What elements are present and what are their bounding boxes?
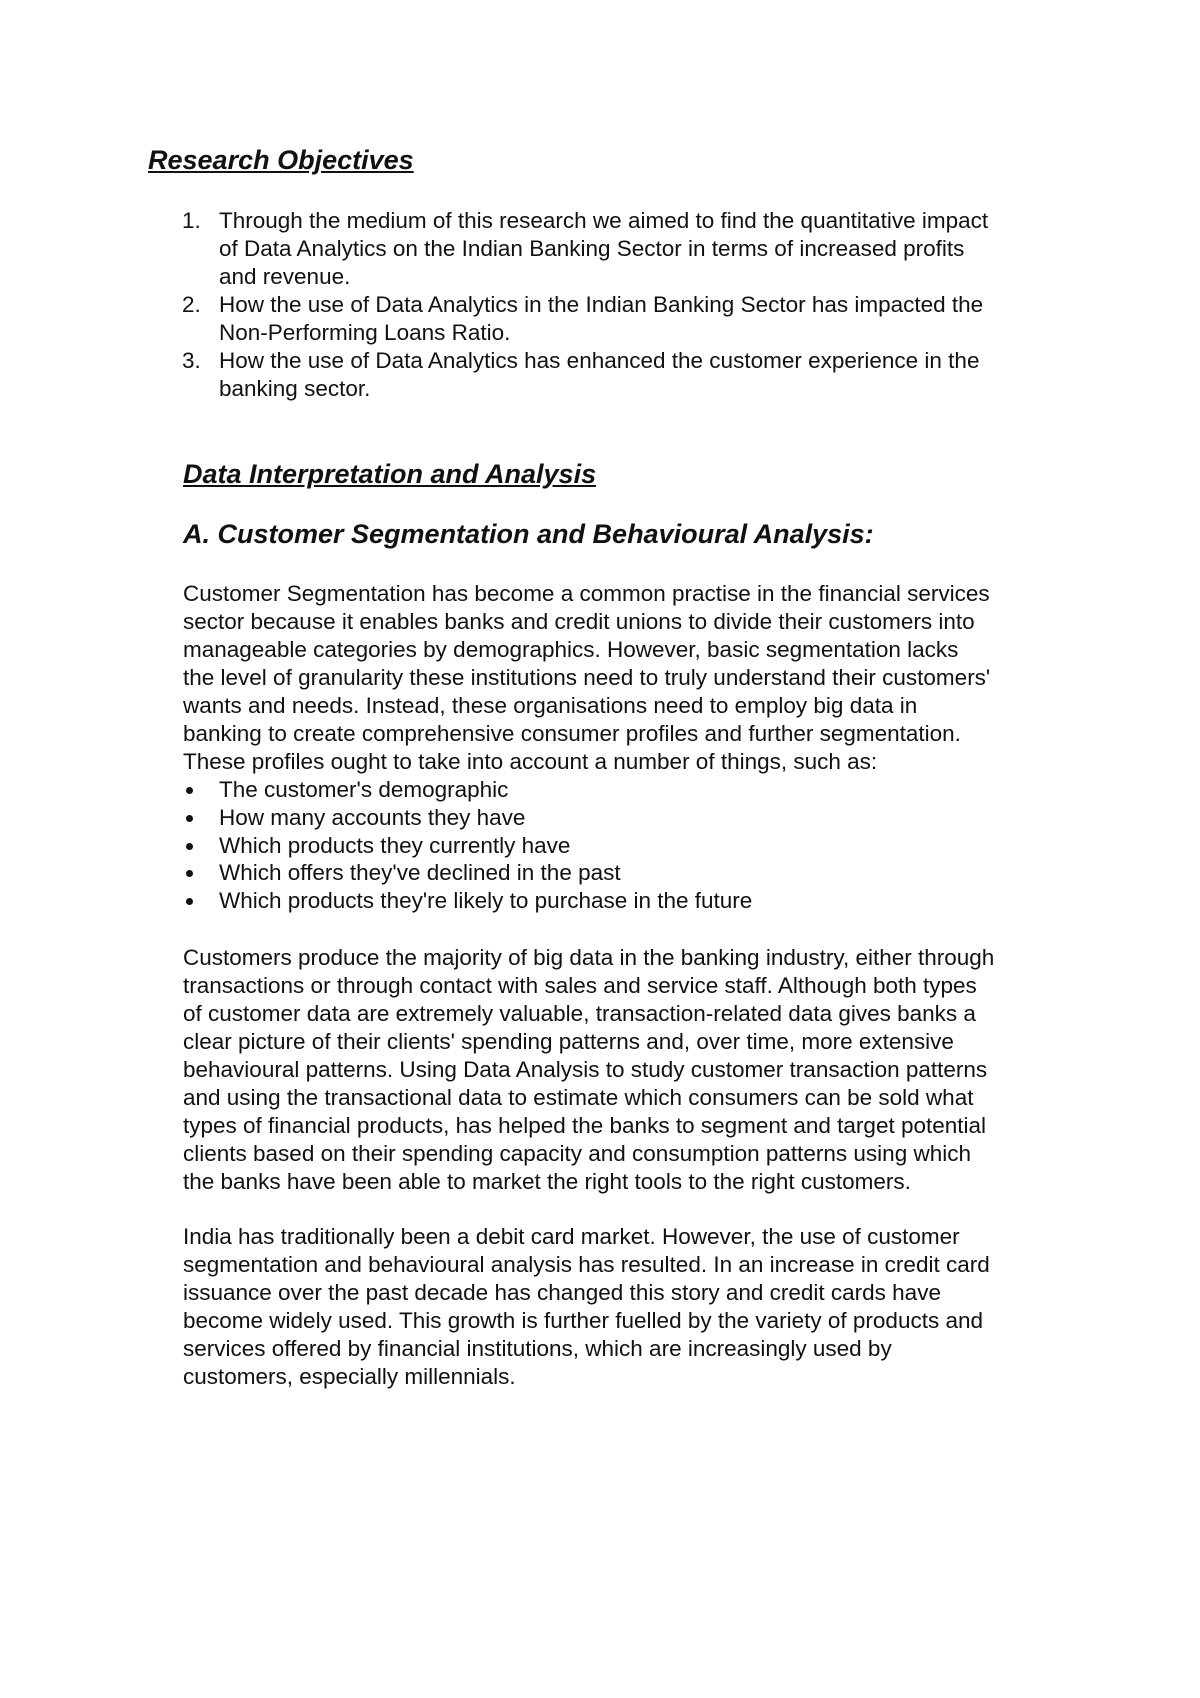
paragraph-line: types of financial products, has helped the banks to segment and target potential bbox=[183, 1113, 987, 1138]
bullet-icon bbox=[186, 898, 193, 905]
paragraph-line: the banks have been able to market the right tools to the right customers. bbox=[183, 1169, 911, 1194]
objective-number: 2. bbox=[182, 292, 201, 317]
bullet-text: Which products they're likely to purchase in the future bbox=[219, 888, 753, 914]
segmentation-paragraph bbox=[183, 580, 1083, 776]
paragraph-line: customers, especially millennials. bbox=[183, 1364, 516, 1389]
bullet-icon bbox=[186, 815, 193, 822]
research-objectives-heading: Research Objectives bbox=[148, 145, 414, 175]
objective-item bbox=[182, 291, 1082, 347]
objective-line: How the use of Data Analytics has enhanced the customer experience in the bbox=[219, 348, 980, 373]
bullet-item bbox=[183, 832, 1083, 860]
profile-factors-list bbox=[183, 776, 1083, 915]
paragraph-line: the level of granularity these institutions need to truly understand their customers' bbox=[183, 665, 991, 690]
objective-item bbox=[182, 347, 1082, 403]
credit-card-paragraph bbox=[183, 1223, 1083, 1391]
bullet-item bbox=[183, 776, 1083, 804]
objective-line: and revenue. bbox=[219, 264, 351, 289]
bullet-item bbox=[183, 859, 1083, 887]
paragraph-line: manageable categories by demographics. However, basic segmentation lacks bbox=[183, 637, 959, 662]
paragraph-line: Customers produce the majority of big data in the banking industry, either through bbox=[183, 945, 995, 970]
paragraph-line: transactions or through contact with sales and service staff. Although both types bbox=[183, 973, 977, 998]
paragraph-line: services offered by financial institutions, which are increasingly used by bbox=[183, 1336, 892, 1361]
paragraph-line: clear picture of their clients' spending patterns and, over time, more extensive bbox=[183, 1029, 954, 1054]
paragraph-line: sector because it enables banks and credit unions to divide their customers into bbox=[183, 609, 975, 634]
paragraph-line: clients based on their spending capacity and consumption patterns using which bbox=[183, 1141, 971, 1166]
bullet-text: Which products they currently have bbox=[219, 832, 571, 858]
bullet-icon bbox=[186, 870, 193, 877]
objective-line: banking sector. bbox=[219, 376, 371, 401]
bullet-text: The customer's demographic bbox=[219, 777, 509, 802]
paragraph-line: segmentation and behavioural analysis has resulted. In an increase in credit card bbox=[183, 1252, 990, 1277]
bullet-text: How many accounts they have bbox=[219, 804, 526, 830]
objective-line: How the use of Data Analytics in the Indian Banking Sector has impacted the bbox=[219, 292, 984, 317]
paragraph-line: Customer Segmentation has become a common practise in the financial services bbox=[183, 581, 990, 606]
bullet-item bbox=[183, 887, 1083, 915]
objective-number: 3. bbox=[182, 348, 201, 373]
bullet-item bbox=[183, 804, 1083, 832]
bullet-icon bbox=[186, 843, 193, 850]
objective-line: of Data Analytics on the Indian Banking Sector in terms of increased profits bbox=[219, 236, 965, 261]
paragraph-line: banking to create comprehensive consumer profiles and further segmentation. bbox=[183, 721, 961, 746]
bullet-icon bbox=[186, 787, 193, 794]
bullet-text: Which offers they've declined in the past bbox=[219, 860, 621, 886]
paragraph-line: issuance over the past decade has changed this story and credit cards have bbox=[183, 1280, 941, 1305]
big-data-paragraph bbox=[183, 944, 1083, 1196]
data-interpretation-heading: Data Interpretation and Analysis bbox=[183, 459, 597, 489]
paragraph-line: behavioural patterns. Using Data Analysis to study customer transaction patterns bbox=[183, 1057, 988, 1082]
objective-number: 1. bbox=[182, 208, 201, 233]
paragraph-line: wants and needs. Instead, these organisations need to employ big data in bbox=[183, 693, 918, 718]
customer-segmentation-subheading: A. Customer Segmentation and Behavioural Analysis: bbox=[183, 519, 874, 549]
objective-line: Through the medium of this research we aimed to find the quantitative impact bbox=[219, 208, 989, 233]
paragraph-line: become widely used. This growth is further fuelled by the variety of products and bbox=[183, 1308, 984, 1333]
objectives-list bbox=[182, 207, 1082, 403]
paragraph-line: India has traditionally been a debit card market. However, the use of customer bbox=[183, 1224, 960, 1249]
objective-item bbox=[182, 207, 1082, 291]
paragraph-line: of customer data are extremely valuable, transaction-related data gives banks a bbox=[183, 1001, 976, 1026]
paragraph-line: and using the transactional data to estimate which consumers can be sold what bbox=[183, 1085, 974, 1110]
paragraph-line: These profiles ought to take into account a number of things, such as: bbox=[183, 749, 878, 774]
objective-line: Non-Performing Loans Ratio. bbox=[219, 320, 511, 345]
